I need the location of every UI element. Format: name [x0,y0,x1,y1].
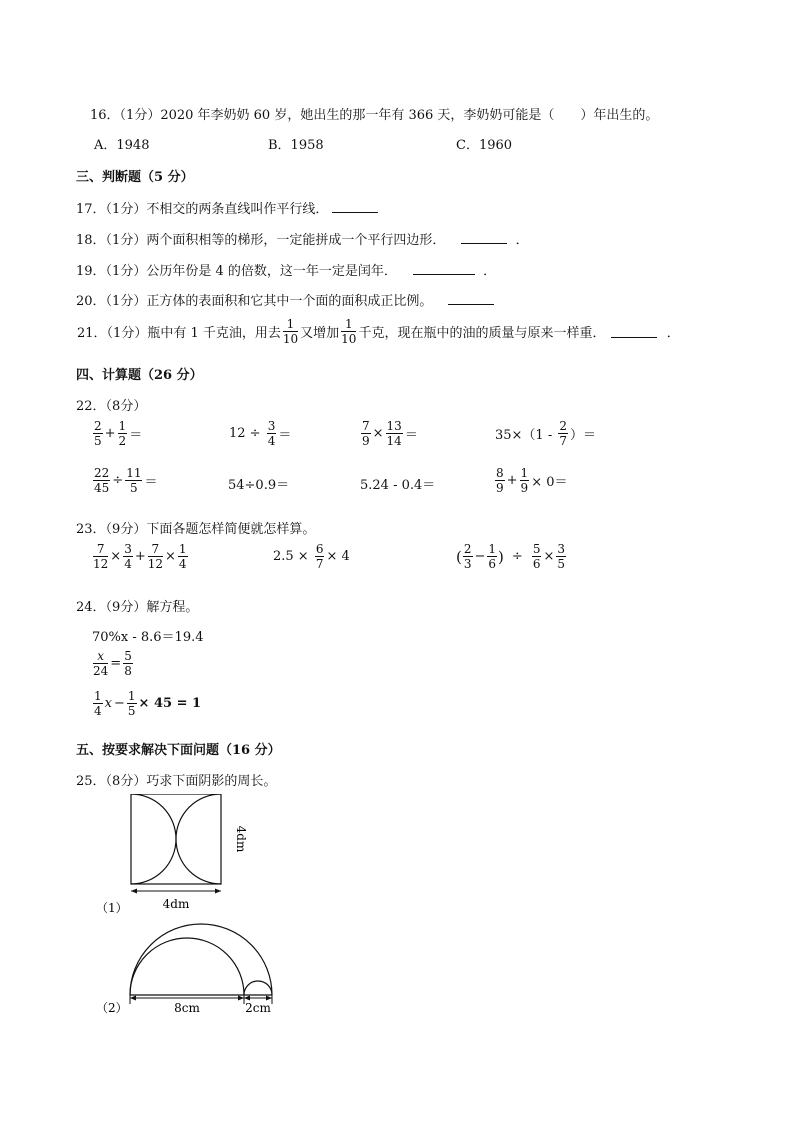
label-2cm: 2cm [245,1001,271,1015]
answer-blank[interactable] [461,231,507,244]
equals: = [110,656,122,671]
calc-22-7: 5.24 - 0.4＝ [360,478,436,493]
answer-blank[interactable] [448,292,494,305]
q16-option-c: C．1960 [456,138,513,153]
calc-23-2 [272,543,351,570]
expression-prefix: 2.5 × [273,549,309,564]
numerator: 7 [93,543,108,557]
question-19-end: ． [483,264,497,279]
denominator: 3 [463,557,472,571]
calc-22-1 [92,420,143,447]
expression-prefix: 12 ÷ [229,426,261,441]
denominator: 5 [94,434,102,448]
operator: + [134,549,146,564]
question-17-text: 17．（1分）不相交的两条直线叫作平行线． [76,202,329,217]
denominator: 6 [532,557,541,571]
question-18 [76,229,529,248]
arrowhead [244,996,250,1001]
denominator: 24 [93,664,109,678]
operator: + [104,426,116,441]
denominator: 2 [118,434,127,448]
denominator: 14 [386,434,402,448]
q16-option-a: A．1948 [94,138,150,153]
calc-23-3 [456,543,567,570]
equals: ＝ [278,428,292,443]
operator: + [506,473,518,488]
denominator: 7 [315,557,324,571]
question-21-part1: 21．（1分）瓶中有 1 千克油，用去 [77,326,281,341]
q16-option-b: B．1958 [268,138,324,153]
paren-right: ) [498,547,504,566]
side-dimension-label: 4dm [234,825,248,853]
answer-blank[interactable] [413,262,475,275]
arrowhead [238,996,244,1001]
question-18-end: ． [515,233,529,248]
figure-1-tag: （1） [96,901,128,915]
numerator: 3 [267,419,276,433]
operator: × [372,426,384,441]
operator: × [165,549,176,564]
numerator: 1 [520,466,529,480]
equation-24-1: 70%x - 8.6＝19.4 [92,630,204,645]
numerator: 5 [124,649,132,663]
denominator: 10 [282,332,299,346]
question-16 [90,104,658,123]
figure-2-tag: （2） [96,1001,128,1015]
figure-2-diagram [96,918,296,1018]
calc-22-5 [92,467,158,494]
numerator: 1 [283,318,298,332]
question-17 [76,198,378,217]
expression-prefix: 35×（1 - [495,428,553,443]
denominator: 9 [520,481,529,495]
numerator: 1 [94,689,102,703]
right-semicircle [176,794,221,884]
denominator: 5 [557,557,565,571]
question-20-text: 20．（1分）正方体的表面积和它其中一个面的面积成正比例。 [76,294,433,309]
left-semicircle [131,794,176,884]
denominator: 12 [93,557,109,571]
answer-blank[interactable] [332,200,378,213]
numerator: 8 [496,466,504,480]
denominator: 12 [147,557,164,571]
variable: x [104,696,112,711]
fraction [283,318,298,345]
numerator: 3 [557,542,565,556]
arrowhead [215,889,221,894]
equals: ＝ [129,428,143,443]
numerator: 7 [148,543,163,557]
question-19-text: 19．（1分）公历年份是 4 的倍数，这一年一定是闰年． [76,264,397,279]
question-25-label: 25．（8分）巧求下面阴影的周长。 [76,774,277,789]
operator: − [474,549,486,564]
section-3-title: 三、判断题（5 分） [76,170,194,185]
numerator: 6 [315,542,324,556]
calc-22-4 [494,420,597,447]
figure-1-diagram [96,794,256,918]
question-20 [76,290,494,309]
arrowhead [266,996,272,1001]
calc-22-6: 54÷0.9＝ [228,478,290,493]
equation-24-3 [92,690,202,717]
numerator: 3 [124,542,132,556]
numerator: 7 [362,419,370,433]
numerator: 22 [94,466,110,480]
denominator: 4 [94,704,102,718]
calc-22-8 [494,467,568,494]
question-21-part2: 又增加 [300,326,340,341]
bottom-dimension-label: 4dm [162,897,190,911]
middle-semicircle [130,938,244,995]
arrowhead [130,996,136,1001]
denominator: 10 [341,332,357,346]
calc-22-3 [360,420,419,447]
operator: ÷ [112,473,124,488]
equals: ＝ [144,475,158,490]
paren-left: ( [456,547,462,566]
question-16-text: 16．（1分）2020 年李奶奶 60 岁，她出生的那一年有 366 天，李奶奶可能是（ ）年出生的。 [90,108,659,123]
section-5-title: 五、按要求解决下面问题（16 分） [76,743,281,758]
small-semicircle [244,981,272,995]
expression-suffix: × 4 [326,549,350,564]
question-21-part3: 千克，现在瓶中的油的质量与原来一样重． [358,326,606,341]
operator: − [113,696,125,711]
numerator: 11 [126,466,142,480]
numerator: 2 [94,419,102,433]
numerator: 1 [118,419,127,433]
denominator: 4 [124,557,132,571]
question-21-end: ． [666,326,680,341]
denominator: 9 [496,481,504,495]
question-24-label: 24．（9分）解方程。 [76,600,199,615]
question-21 [76,318,681,345]
label-8cm: 8cm [174,1001,200,1015]
fraction [341,318,356,345]
denominator: 5 [130,481,138,495]
answer-blank[interactable] [611,325,657,338]
expression-suffix: ）＝ [570,428,597,443]
equation-24-2 [92,650,134,677]
numerator: 5 [532,542,541,556]
numerator: 2 [463,542,472,556]
question-23-label: 23．（9分）下面各题怎样简便就怎样算。 [76,522,316,537]
denominator: 5 [127,704,136,718]
numerator: 1 [488,542,497,556]
denominator: 4 [178,557,187,571]
calc-23-1 [92,543,189,570]
arrowhead [131,889,137,894]
operator: × [110,549,122,564]
numerator: x [93,650,108,664]
denominator: 45 [94,481,110,495]
operator: ÷ [511,549,523,564]
expression-suffix: × 45 = 1 [138,696,202,711]
calc-22-2 [228,420,292,447]
numerator: 13 [386,419,402,433]
numerator: 1 [178,542,187,556]
denominator: 9 [362,434,370,448]
numerator: 1 [341,318,356,332]
numerator: 2 [559,419,568,433]
denominator: 8 [124,664,132,678]
denominator: 7 [559,434,568,448]
large-semicircle [130,924,272,995]
expression-suffix: × 0＝ [531,475,568,490]
question-19 [76,260,496,279]
numerator: 1 [127,689,136,703]
question-22-label: 22．（8分） [76,399,147,414]
section-4-title: 四、计算题（26 分） [76,368,203,383]
operator: × [543,549,555,564]
denominator: 4 [267,434,276,448]
question-18-text: 18．（1分）两个面积相等的梯形，一定能拼成一个平行四边形． [76,233,446,248]
equals: ＝ [404,428,418,443]
denominator: 6 [488,557,497,571]
